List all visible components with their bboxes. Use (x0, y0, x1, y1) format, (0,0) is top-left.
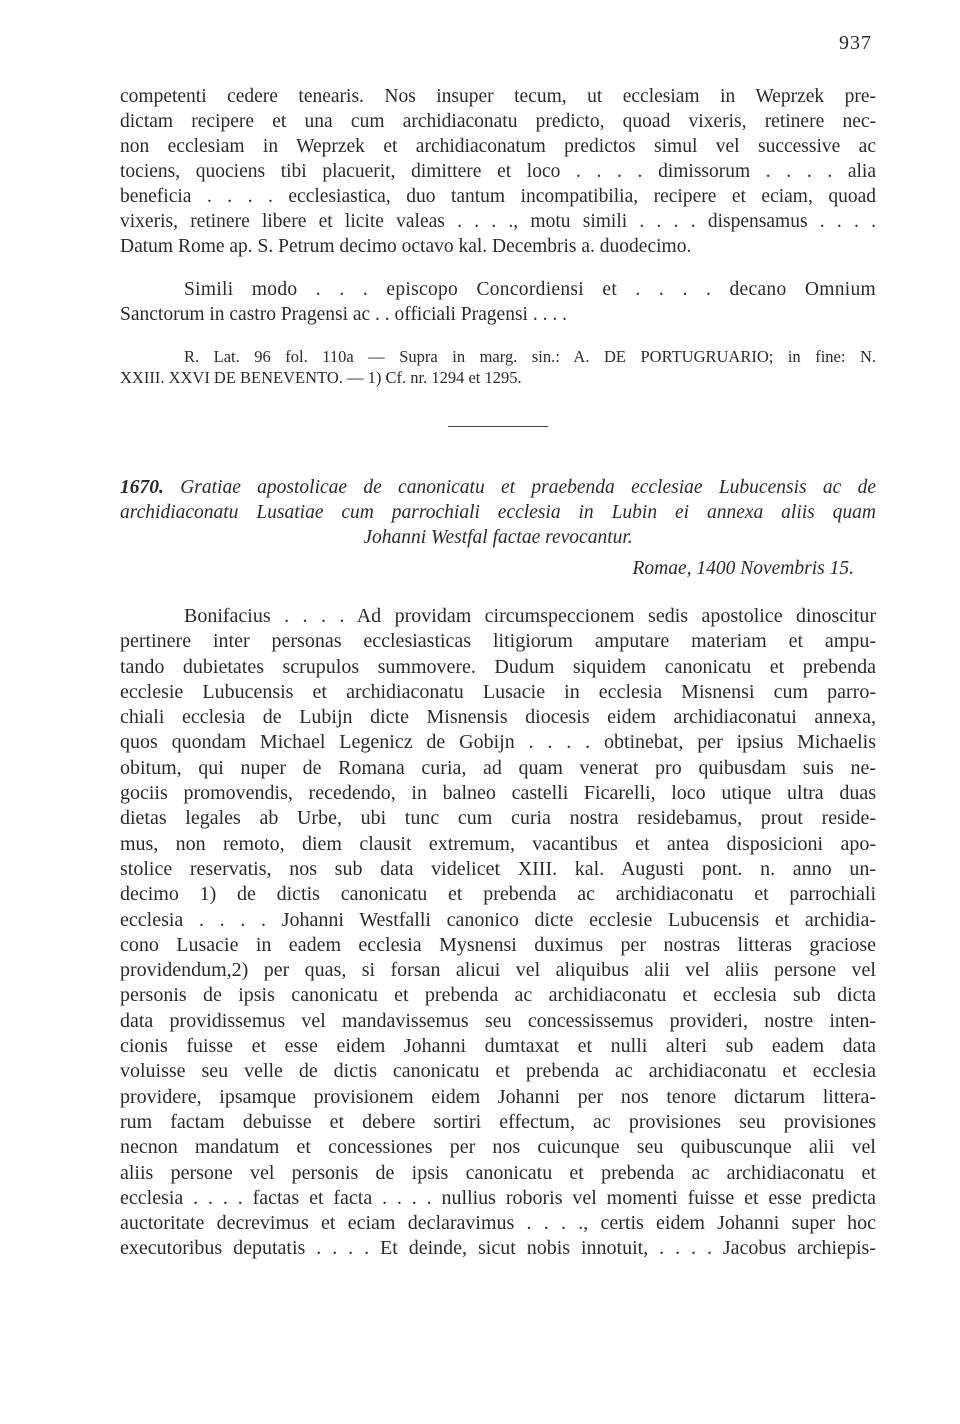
top-paragraph (120, 84, 876, 259)
text-line: cono Lusacie in eadem ecclesia Mysnensi duximus per nostras litteras graciose (120, 933, 876, 956)
note-line: R. Lat. 96 fol. 110a — Supra in marg. sin.: A. DE PORTUGRUARIO; in fine: N. (184, 347, 876, 366)
text-line: dietas legales ab Urbe, ubi tunc cum curia nostra residebamus, prout reside- (120, 807, 876, 830)
text-line: personis de ipsis canonicatu et prebenda ac archidiaconatu et ecclesia sub dicta (120, 984, 876, 1007)
heading-line-1 (120, 475, 876, 500)
text-line: quos quondam Michael Legenicz de Gobijn . . . . obtinebat, per ipsius Michaelis (120, 731, 876, 754)
text-line: voluisse seu velle de dictis canonicatu et prebenda ac archidiaconatu et ecclesia (120, 1060, 876, 1083)
heading-text: Gratiae apostolicae de canonicatu et praebenda ecclesiae Lubucensis ac de (180, 477, 876, 498)
text-line: decimo 1) de dictis canonicatu et prebenda ac archidiaconatu et parrochiali (120, 883, 876, 906)
text-line: ecclesia . . . . factas et facta . . . . nullius roboris vel momenti fuisse et esse predicta (120, 1186, 876, 1209)
text-line: ecclesia . . . . Johanni Westfalli canonico dicte ecclesie Lubucensis et archidia- (120, 908, 876, 931)
text-line: tociens, quociens tibi placuerit, dimittere et loco . . . . dimissorum . . . . alia (120, 161, 876, 182)
text-line: obitum, qui nuper de Romana curia, ad quam venerat pro quibusdam suis ne- (120, 756, 876, 779)
text-line: competenti cedere tenearis. Nos insuper tecum, ut ecclesiam in Weprzek pre- (120, 86, 876, 107)
text-line: mus, non remoto, diem clausit extremum, vacantibus et antea disposicioni apo- (120, 832, 876, 855)
text-line: providere, ipsamque provisionem eidem Johanni per nos tenore dictarum littera- (120, 1085, 876, 1108)
text-line: data providissemus vel mandavissemus seu concessissemus provideri, nostre inten- (120, 1009, 876, 1032)
text-line: Bonifacius . . . . Ad providam circumspeccionem sedis apostolice dinoscitur (184, 605, 876, 627)
heading-line: archidiaconatu Lusatiae cum parrochiali ecclesia in Lubin ei annexa aliis quam (120, 502, 876, 523)
text-line: stolice reservatis, nos sub data videlicet XIII. kal. Augusti pont. n. anno un- (120, 857, 876, 880)
text-line: chiali ecclesia de Lubijn dicte Misnensis diocesis eidem archidiaconatui annexa, (120, 706, 876, 729)
source-note (120, 346, 876, 388)
text-line: Datum Rome ap. S. Petrum decimo octavo kal. Decembris a. duodecimo. (120, 236, 692, 257)
text-line: gociis promovendis, recedendo, in balneo castelli Ficarelli, loco utique ultra duas (120, 782, 876, 805)
text-line: cionis fuisse et esse eidem Johanni dumtaxat et nulli alteri sub eadem data (120, 1035, 876, 1058)
text-line: vixeris, retinere libere et licite valeas . . . ., motu simili . . . . dispensamus . . . . (120, 211, 876, 232)
text-line: tando dubietates scrupulos summovere. Dudum siquidem canonicatu et prebenda (120, 655, 876, 678)
text-line: providendum,2) per quas, si forsan alicui vel aliquibus alii vel aliis persone vel (120, 959, 876, 982)
text-line: Sanctorum in castro Pragensi ac . . officiali Pragensi . . . . (120, 304, 567, 325)
note-line: XXIII. XXVI DE BENEVENTO. — 1) Cf. nr. 1294 et 1295. (120, 368, 522, 387)
text-line: necnon mandatum et concessiones per nos cuicunque seu quibuscunque alii vel (120, 1136, 876, 1159)
simili-paragraph (120, 277, 876, 327)
section-separator (448, 426, 548, 427)
text-line: rum factam debuisse et debere sortiri effectum, ac provisiones seu provisiones (120, 1110, 876, 1133)
text-line: dictam recipere et una cum archidiaconatu predicto, quoad vixeris, retinere nec- (120, 111, 876, 132)
text-line: ecclesie Lubucensis et archidiaconatu Lusacie in ecclesia Misnensi cum parro- (120, 680, 876, 703)
heading-line: Johanni Westfal factae revocantur. (363, 527, 633, 548)
text-line: aliis persone vel personis de ipsis canonicatu et prebenda ac archidiaconatu et (120, 1161, 876, 1184)
text-line: pertinere inter personas ecclesiasticas litigiorum amputare materiam et ampu- (120, 630, 876, 653)
document-number: 1670. (120, 477, 164, 498)
main-text (120, 604, 876, 1262)
text-line: auctoritate decrevimus et eciam declaravimus . . . ., certis eidem Johanni super hoc (120, 1212, 876, 1235)
document-heading (120, 475, 876, 581)
text-line: executoribus deputatis . . . . Et deinde, sicut nobis innotuit, . . . . Jacobus archiepis- (120, 1237, 876, 1260)
text-line: non ecclesiam in Weprzek et archidiaconatum predictos simul vel successive ac (120, 136, 876, 157)
page-number: 937 (839, 32, 872, 54)
text-line: Simili modo . . . episcopo Concordiensi et . . . . decano Omnium (184, 279, 876, 300)
text-line: beneficia . . . . ecclesiastica, duo tantum incompatibilia, recipere et eciam, quoad (120, 186, 876, 207)
dateline: Romae, 1400 Novembris 15. (632, 558, 854, 579)
